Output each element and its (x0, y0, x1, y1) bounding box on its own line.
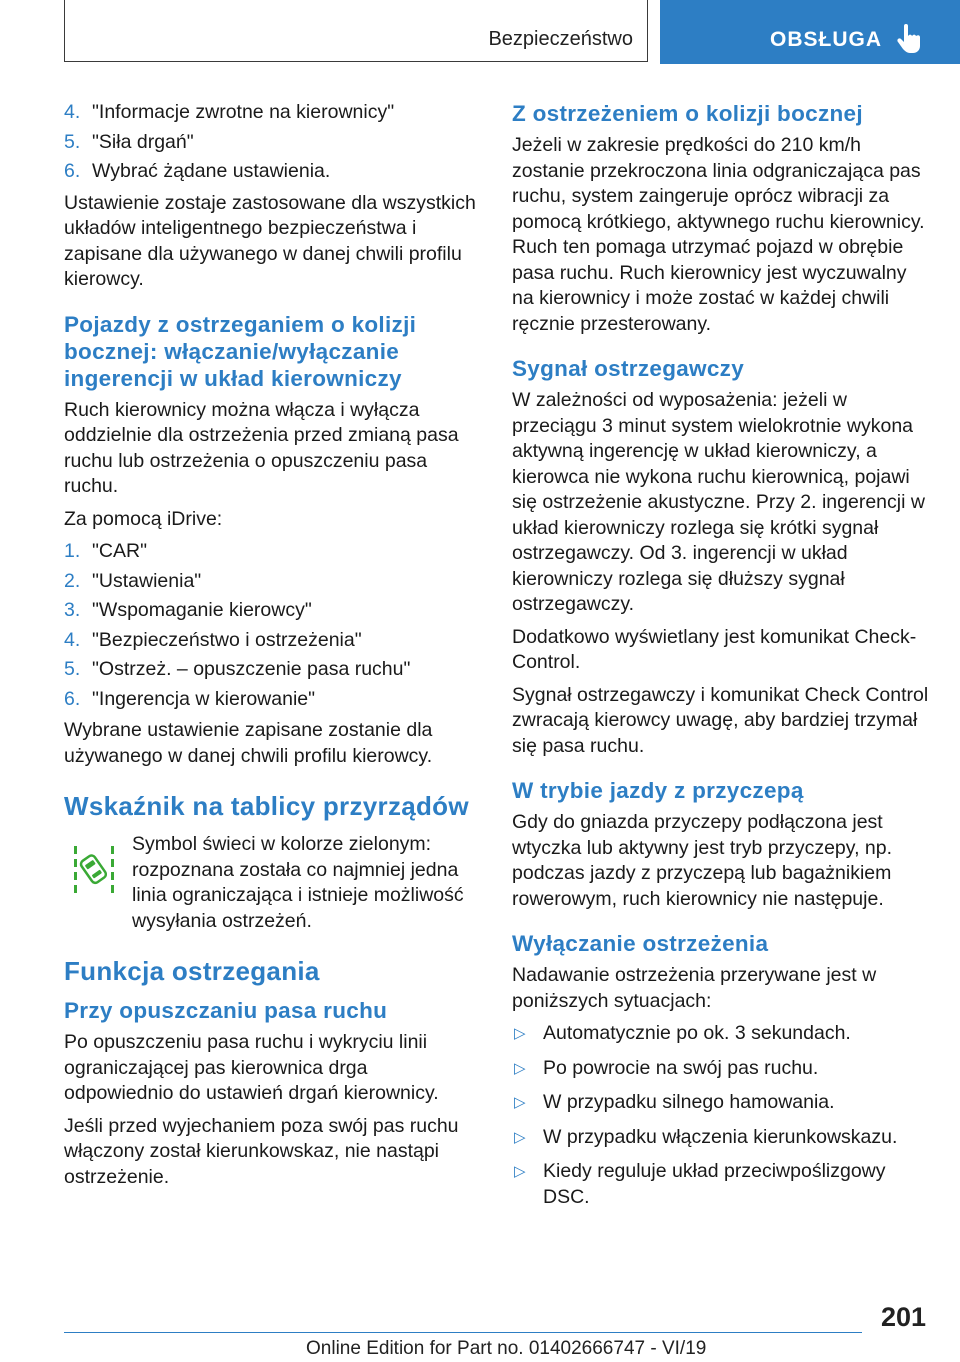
paragraph: Ustawienie zostaje zastosowane dla wszystkich układów inteligentnego bezpieczeństwa i zapisane dla używanego w danej chwili profilu kierowcy. (64, 191, 476, 290)
left-column (64, 100, 482, 1197)
list-item: 6. "Ingerencja w kierowanie" (64, 687, 316, 710)
page-number: 201 (880, 1302, 926, 1332)
chapter-tab-label: OBSŁUGA (770, 28, 882, 51)
right-column (512, 100, 930, 1219)
list-item: ▷ W przypadku silnego hamowania. (512, 1090, 930, 1116)
indicator-block (64, 832, 482, 934)
paragraph: Dodatkowo wyświetlany jest komunikat Check-Control. (512, 625, 917, 673)
triangle-bullet-icon: ▷ (514, 1128, 526, 1146)
list-item: 3. "Wspomaganie kierowcy" (64, 599, 312, 621)
pointing-hand-icon (896, 24, 922, 54)
paragraph: Jeśli przed wyjechaniem poza swój pas ruchu włączony został kierunkowskaz, nie nastąpi ostrzeżenie. (64, 1114, 459, 1188)
heading-side-collision: Z ostrzeżeniem o kolizji bocznej (512, 101, 863, 126)
list-item: 5. "Ostrzeż. – opuszczenie pasa ruchu" (64, 658, 411, 680)
chapter-tab (660, 0, 960, 64)
list-item: ▷ Kiedy reguluje układ przeciwpoślizgowy DSC. (512, 1159, 930, 1210)
lane-departure-icon (72, 842, 116, 898)
paragraph: W zależności od wyposażenia: jeżeli w przeciągu 3 minut system wielokrotnie wykona aktywną ingerencję w układ kierowniczy, a kierowca nie wykona ruchu kierownicą, pojawi się ostrzeżenie akustyczne. Przy 2. ingerencji w układ kierowniczy rozlega się krótki sygnał ostrzegawczy. Od 3. ingerencji w układ kierowniczy rozlega się dłuższy sygnał ostrzegawczy. (512, 389, 925, 615)
footer-divider (64, 1332, 862, 1333)
heading-leaving-lane: Przy opuszczaniu pasa ruchu (64, 998, 388, 1023)
list-item: ▷ W przypadku włączenia kierunkowskazu. (512, 1125, 930, 1151)
triangle-bullet-icon: ▷ (514, 1059, 526, 1077)
paragraph: Wybrane ustawienie zapisane zostanie dla używanego w danej chwili profilu kierowcy. (64, 719, 433, 767)
heading-warning-function: Funkcja ostrzegania (64, 956, 320, 986)
section-title: Bezpieczeństwo (488, 28, 633, 50)
heading-warning-signal: Sygnał ostrzegawczy (512, 356, 745, 381)
paragraph: Nadawanie ostrzeżenia przerywane jest w poniższych sytuacjach: (512, 964, 877, 1012)
indicator-description: Symbol świeci w kolorze zielonym: rozpoznana została co najmniej jedna linia ograniczająca i istnieje możliwość wysyłania ostrzeżeń. (132, 833, 464, 932)
heading-turning-off-warning: Wyłączanie ostrzeżenia (512, 931, 769, 956)
triangle-bullet-icon: ▷ (514, 1094, 526, 1111)
list-item: 4. "Informacje zwrotne na kierownicy" (64, 101, 395, 123)
heading-trailer-mode: W trybie jazdy z przyczepą (512, 778, 804, 803)
header-section-box (64, 0, 648, 62)
triangle-bullet-icon: ▷ (514, 1025, 526, 1042)
paragraph: Gdy do gniazda przyczepy podłączona jest wtyczka lub aktywny jest tryb przyczepy, np. podczas jazdy z przyczepą lub bagażnikiem rowerowym, ruch kierownicy nie następuje. (512, 811, 893, 910)
paragraph: Po opuszczeniu pasa ruchu i wykryciu linii ograniczającej pas kierownica drga odpowiednio do ustawień drgań kierownicy. (64, 1031, 439, 1104)
list-item: 4. "Bezpieczeństwo i ostrzeżenia" (64, 628, 362, 651)
steps-list-a (64, 100, 482, 185)
list-item: 2. "Ustawienia" (64, 569, 202, 592)
list-item: 5. "Siła drgań" (64, 130, 194, 153)
bullet-list (512, 1021, 930, 1210)
list-item: 6. Wybrać żądane ustawienia. (64, 160, 331, 182)
heading-instrument-indicator: Wskaźnik na tablicy przyrządów (64, 791, 469, 821)
heading-vehicles-side-collision: Pojazdy z ostrzeganiem o kolizji bocznej: włączanie/wyłączanie ingerencji w układ kierowniczy (64, 311, 417, 391)
footer-edition: Online Edition for Part no. 01402666747 - VI/19 (306, 1338, 707, 1359)
list-item: ▷ Po powrocie na swój pas ruchu. (512, 1056, 930, 1082)
paragraph: Sygnał ostrzegawczy i komunikat Check Control zwracają kierowcy uwagę, aby bardziej trzymał się pasa ruchu. (512, 683, 929, 757)
paragraph: Ruch kierownicy można włącza i wyłącza oddzielnie dla ostrzeżenia przed zmianą pasa ruchu lub ostrzeżenia o opuszczeniu pasa ruchu. (64, 398, 459, 497)
steps-list-b (64, 539, 482, 712)
paragraph: Jeżeli w zakresie prędkości do 210 km/h zostanie przekroczona linia odgraniczająca pas ruchu, system zaingeruje oprócz wibracji za pomocą krótkiego, aktywnego ruchu kierownicy. Ruch ten pomaga utrzymać pojazd w obrębie pasa ruchu. Ruch kierownicy jest wyczuwalny na kierownicy i może zostać w każdej chwili ręcznie przesterowany. (512, 134, 925, 335)
triangle-bullet-icon: ▷ (514, 1163, 526, 1180)
paragraph: Za pomocą iDrive: (64, 507, 223, 530)
list-item: ▷ Automatycznie po ok. 3 sekundach. (512, 1021, 930, 1047)
list-item: 1. "CAR" (64, 540, 148, 562)
